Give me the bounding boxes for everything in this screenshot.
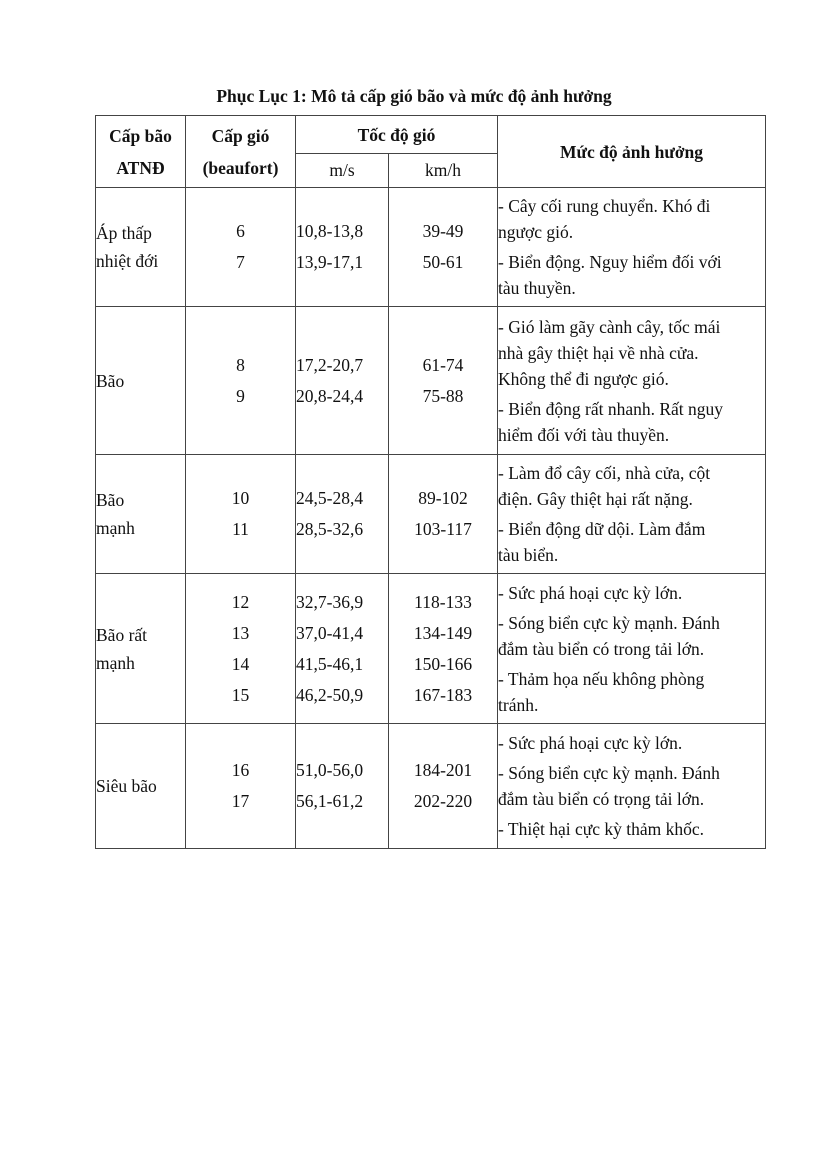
speed-ms-cell: 17,2-20,7 20,8-24,4 [296, 307, 389, 455]
beaufort-cell: 8 9 [186, 307, 296, 455]
header-impact: Mức độ ảnh hưởng [498, 116, 766, 188]
speed-kmh-cell: 118-133 134-149 150-166 167-183 [389, 574, 498, 724]
table-row [96, 188, 766, 307]
speed-ms-cell: 51,0-56,0 56,1-61,2 [296, 724, 389, 849]
speed-ms-cell: 10,8-13,8 13,9-17,1 [296, 188, 389, 307]
header-row [96, 116, 766, 154]
header-unit-ms: m/s [296, 154, 389, 188]
header-storm-level: Cấp bão ATNĐ [96, 116, 186, 188]
speed-ms-cell: 32,7-36,9 37,0-41,4 41,5-46,1 46,2-50,9 [296, 574, 389, 724]
impact-cell: - Cây cối rung chuyển. Khó đi ngược gió. - Biển động. Nguy hiểm đối với tàu thuyền. [498, 188, 766, 307]
storm-level-cell: Siêu bão [96, 724, 186, 849]
table-row [96, 574, 766, 724]
impact-cell: - Sức phá hoại cực kỳ lớn. - Sóng biển cực kỳ mạnh. Đánh đắm tàu biển có trong tải lớn. - Thảm họa nếu không phòng tránh. [498, 574, 766, 724]
beaufort-cell: 10 11 [186, 455, 296, 574]
beaufort-cell: 6 7 [186, 188, 296, 307]
header-beaufort: Cấp gió (beaufort) [186, 116, 296, 188]
beaufort-cell: 12 13 14 15 [186, 574, 296, 724]
table-row [96, 724, 766, 849]
impact-cell: - Gió làm gãy cành cây, tốc mái nhà gây thiệt hại về nhà cửa. Không thể đi ngược gió. - Biển động rất nhanh. Rất nguy hiểm đối với tàu thuyền. [498, 307, 766, 455]
beaufort-cell: 16 17 [186, 724, 296, 849]
storm-level-cell: Áp thấp nhiệt đới [96, 188, 186, 307]
speed-ms-cell: 24,5-28,4 28,5-32,6 [296, 455, 389, 574]
impact-cell: - Làm đổ cây cối, nhà cửa, cột điện. Gây thiệt hại rất nặng. - Biển động dữ dội. Làm đắm tàu biển. [498, 455, 766, 574]
header-wind-speed: Tốc độ gió [296, 116, 498, 154]
speed-kmh-cell: 89-102 103-117 [389, 455, 498, 574]
table-row [96, 455, 766, 574]
speed-kmh-cell: 184-201 202-220 [389, 724, 498, 849]
speed-kmh-cell: 39-49 50-61 [389, 188, 498, 307]
header-unit-kmh: km/h [389, 154, 498, 188]
storm-level-cell: Bão [96, 307, 186, 455]
speed-kmh-cell: 61-74 75-88 [389, 307, 498, 455]
storm-scale-table [95, 115, 766, 849]
table-row [96, 307, 766, 455]
storm-level-cell: Bão mạnh [96, 455, 186, 574]
impact-cell: - Sức phá hoại cực kỳ lớn. - Sóng biển cực kỳ mạnh. Đánh đắm tàu biển có trọng tải lớn. - Thiệt hại cực kỳ thảm khốc. [498, 724, 766, 849]
storm-level-cell: Bão rất mạnh [96, 574, 186, 724]
document-title: Phục Lục 1: Mô tả cấp gió bão và mức độ ảnh hưởng [216, 86, 612, 106]
